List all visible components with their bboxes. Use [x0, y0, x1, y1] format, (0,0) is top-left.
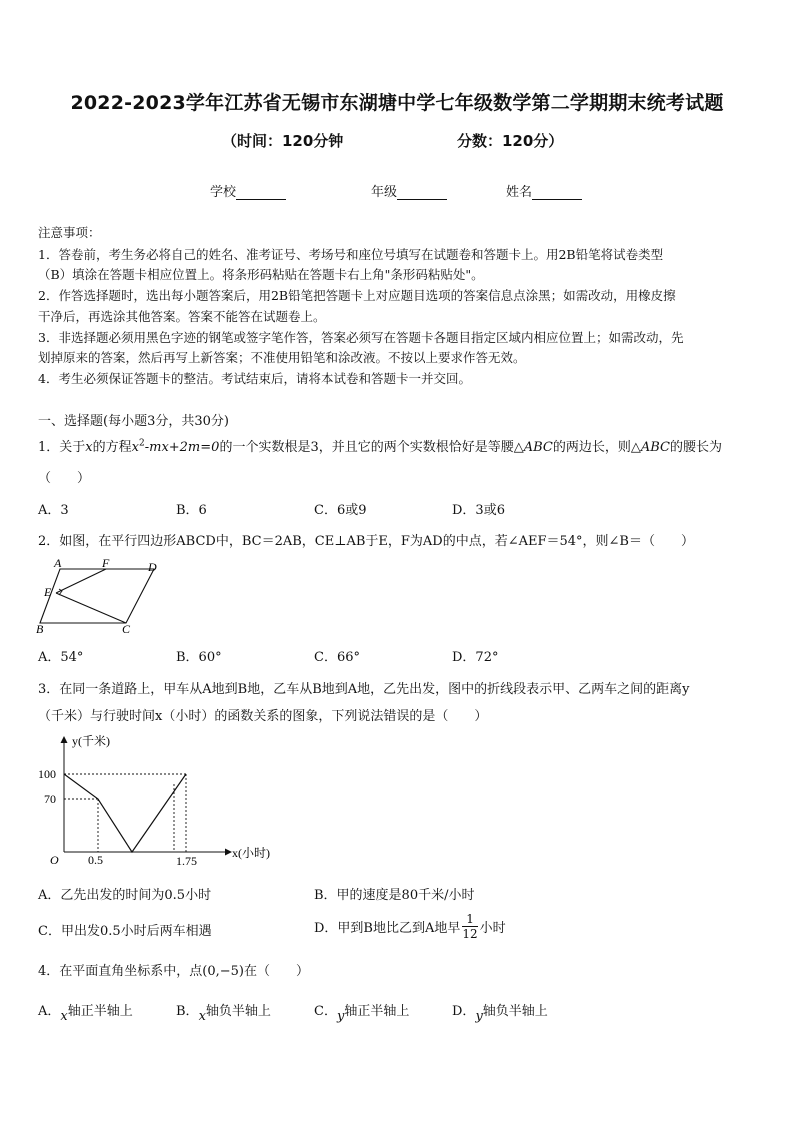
label-c: C — [122, 622, 131, 636]
q4-option-b[interactable] — [176, 1000, 271, 1024]
score-label: 分数：120分） — [457, 132, 564, 150]
q4-text: 在（ ） — [244, 964, 310, 979]
q1-equation: x — [131, 440, 139, 455]
q1-text: 的一个实数根是3，并且它的两个实数根恰好是等腰△ — [219, 440, 524, 455]
parallelogram-figure — [34, 555, 169, 637]
notice-line: 2．作答选择题时，选出每小题答案后，用2B铅笔把答题卡上对应题目选项的答案信息点涂黑；如需改动，用橡皮擦 — [38, 288, 676, 303]
option-text: 轴负半轴上 — [482, 1004, 548, 1019]
q1-exponent: 2 — [138, 438, 145, 449]
option-text: 轴正半轴上 — [67, 1004, 133, 1019]
fraction-1-12 — [462, 912, 477, 941]
segment-fe — [56, 569, 106, 593]
question-4 — [38, 960, 309, 979]
y-tick-100: 100 — [38, 767, 56, 781]
x-tick-1-75: 1.75 — [176, 854, 197, 868]
q1-paren: （ ） — [38, 471, 91, 486]
option-letter: C． — [314, 1004, 337, 1019]
q3-option-d-text: D．甲到B地比乙到A地早 — [314, 921, 461, 936]
x-axis-label: x(小时) — [232, 846, 270, 860]
q2-option-c[interactable]: C．66° — [314, 650, 360, 665]
option-letter: B． — [176, 1004, 199, 1019]
question-3-line2: （千米）与行驶时间x（小时）的函数关系的图象，下列说法错误的是（ ） — [38, 709, 488, 724]
label-a: A — [54, 556, 62, 570]
name-label: 姓名 — [506, 185, 533, 200]
origin-label: O — [50, 853, 59, 867]
q4-text: 4．在平面直角坐标系中，点 — [38, 964, 203, 979]
name-blank[interactable] — [532, 185, 582, 200]
question-3-line1: 3．在同一条道路上，甲车从A地到B地，乙车从B地到A地，乙先出发，图中的折线段表示甲、乙两车之间的距离y — [38, 682, 690, 697]
q1-option-d[interactable]: D．3或6 — [452, 503, 505, 518]
grade-field — [371, 181, 447, 200]
q4-option-a[interactable] — [38, 1000, 133, 1024]
notice-line: 干净后，再选涂其他答案。答案不能答在试题卷上。 — [38, 309, 326, 324]
school-label: 学校 — [210, 185, 237, 200]
label-d: D — [148, 560, 157, 574]
option-text: 轴负半轴上 — [205, 1004, 271, 1019]
distance-time-graph — [34, 728, 294, 870]
label-e: E — [44, 585, 52, 599]
q4-option-c[interactable] — [314, 1000, 410, 1024]
option-var: y — [336, 1009, 345, 1024]
option-var: x — [198, 1009, 206, 1024]
q1-text: 的方程 — [92, 440, 132, 455]
q3-option-c[interactable]: C．甲出发0.5小时后两车相遇 — [38, 924, 212, 939]
q1-text: 1．关于 — [38, 440, 86, 455]
label-b: B — [36, 622, 44, 636]
q1-option-a[interactable]: A．3 — [38, 503, 69, 518]
fraction-numerator: 1 — [462, 912, 477, 927]
notice-line: 3．非选择题必须用黑色字迹的钢笔或签字笔作答，答案必须写在答题卡各题目指定区域内相应位置上；如需改动，先 — [38, 330, 684, 345]
grade-blank[interactable] — [397, 185, 447, 200]
notice-line: （B）填涂在答题卡相应位置上。将条形码粘贴在答题卡右上角"条形码粘贴处"。 — [38, 267, 484, 282]
section-heading: 一、选择题(每小题3分，共30分) — [38, 414, 229, 429]
q1-triangle: ABC — [523, 440, 553, 455]
label-f: F — [102, 556, 110, 570]
q3-option-d-unit: 小时 — [479, 921, 506, 936]
q1-var: x — [85, 440, 93, 455]
grade-label: 年级 — [371, 185, 398, 200]
q1-option-b[interactable]: B．6 — [176, 503, 207, 518]
exam-title: 2022-2023学年江苏省无锡市东湖塘中学七年级数学第二学期期末统考试题 — [70, 92, 724, 114]
notice-heading: 注意事项： — [38, 225, 101, 240]
q3-option-b[interactable]: B．甲的速度是80千米/小时 — [314, 888, 475, 903]
q2-option-b[interactable]: B．60° — [176, 650, 222, 665]
school-field — [210, 181, 286, 200]
y-tick-70: 70 — [44, 792, 56, 806]
q1-option-c[interactable]: C．6或9 — [314, 503, 367, 518]
q1-text: 的两边长，则△ — [552, 440, 641, 455]
parallelogram-abcd — [40, 569, 154, 623]
notice-line: 4．考生必须保证答题卡的整洁。考试结束后，请将本试卷和答题卡一并交回。 — [38, 371, 471, 386]
option-text: 轴正半轴上 — [344, 1004, 410, 1019]
y-axis-label: y(千米) — [72, 734, 110, 748]
question-2: 2．如图，在平行四边形ABCD中，BC＝2AB，CE⊥AB于E，F为AD的中点，若∠AEF＝54°，则∠B＝（ ） — [38, 534, 694, 549]
option-var: y — [475, 1009, 483, 1024]
q2-option-a[interactable]: A．54° — [38, 650, 84, 665]
q3-option-a[interactable]: A．乙先出发的时间为0.5小时 — [38, 888, 212, 903]
question-1 — [38, 436, 722, 455]
option-letter: D． — [452, 1004, 476, 1019]
name-field — [506, 181, 582, 200]
school-blank[interactable] — [236, 185, 286, 200]
option-var: x — [60, 1009, 68, 1024]
q3-option-d[interactable] — [314, 912, 506, 941]
distance-polyline — [64, 774, 186, 852]
q1-triangle: ABC — [640, 440, 670, 455]
q4-point: (0,−5) — [202, 964, 244, 979]
notice-line: 1．答卷前，考生务必将自己的姓名、准考证号、考场号和座位号填写在试题卷和答题卡上。用2B铅笔将试卷类型 — [38, 247, 664, 262]
q4-option-d[interactable] — [452, 1000, 548, 1024]
time-label: （时间：120分钟 — [222, 132, 344, 150]
option-letter: A． — [38, 1004, 61, 1019]
segment-ec — [56, 593, 126, 623]
notice-line: 划掉原来的答案，然后再写上新答案；不准使用铅笔和涂改液。不按以上要求作答无效。 — [38, 350, 526, 365]
x-tick-0-5: 0.5 — [88, 853, 103, 867]
fraction-denominator: 12 — [462, 927, 478, 941]
q2-option-d[interactable]: D．72° — [452, 650, 499, 665]
q1-equation: -mx+2m=0 — [144, 440, 220, 455]
q1-text: 的腰长为 — [670, 440, 723, 455]
